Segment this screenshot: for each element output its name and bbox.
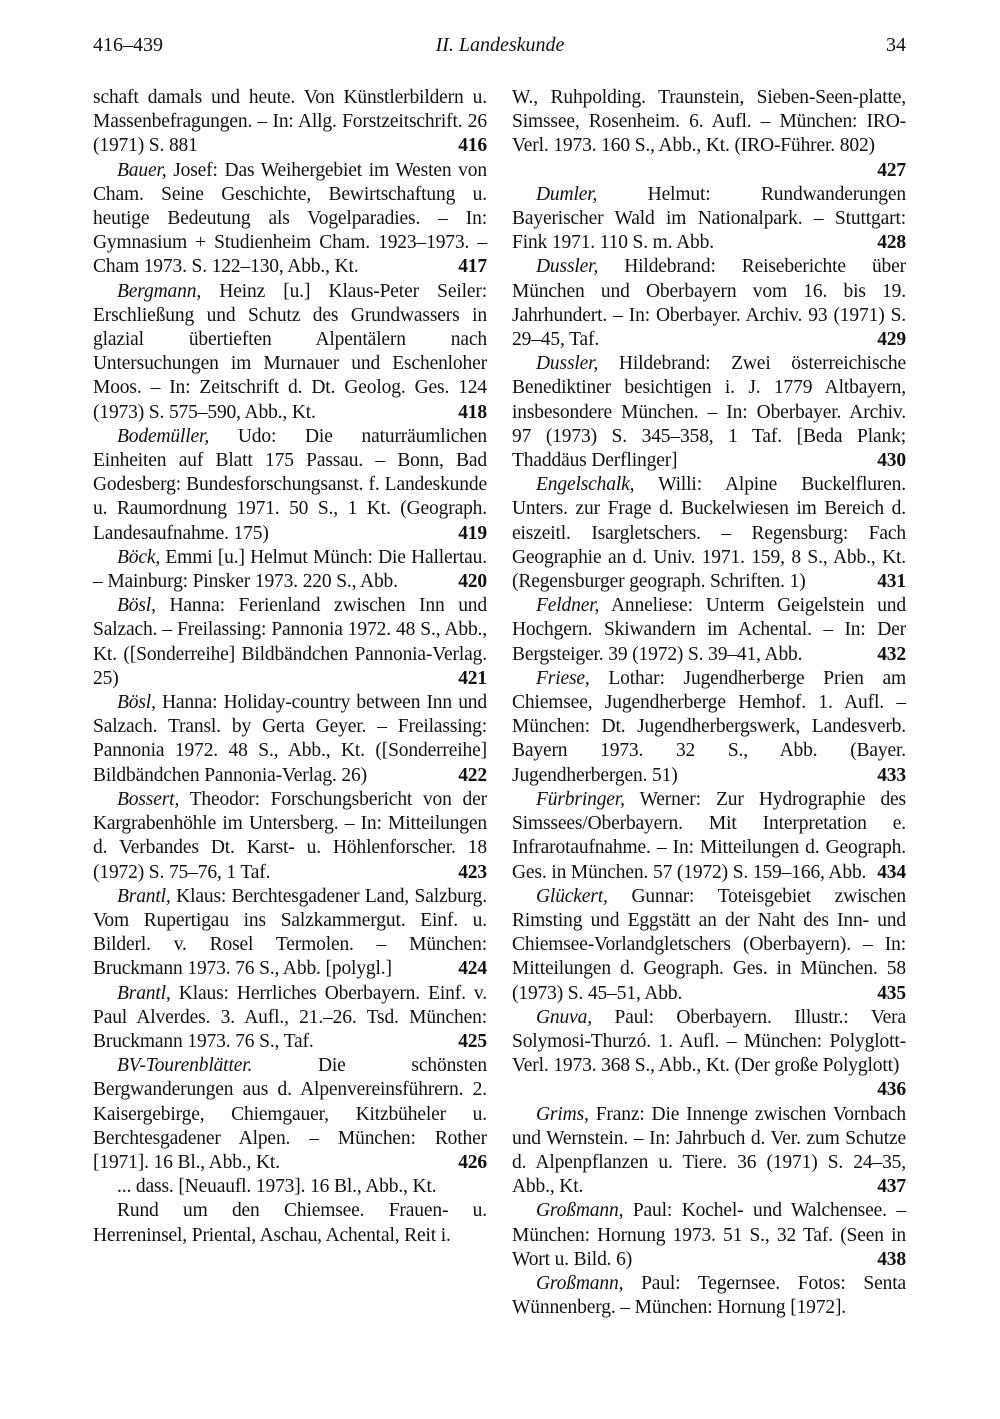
entry-author: Bodemüller, bbox=[117, 425, 210, 447]
entry-number: 433 bbox=[877, 764, 906, 786]
bibliography-entry bbox=[93, 594, 487, 691]
entry-text: schaft damals und heute. Von Künstlerbildern u. Massenbefragungen. – In: Allg. Forstzeitschrift. 26 (1971) S. 881 bbox=[93, 87, 487, 157]
bibliography-entry bbox=[512, 594, 906, 667]
entry-author: Bösl, bbox=[117, 595, 156, 617]
entry-number: 416 bbox=[458, 135, 487, 157]
bibliography-entry bbox=[93, 982, 487, 1055]
bibliography-entry bbox=[93, 280, 487, 425]
entry-number: 417 bbox=[458, 256, 487, 278]
entry-author: Großmann, bbox=[536, 1200, 624, 1222]
section-title: II. Landeskunde bbox=[435, 34, 565, 56]
entry-number: 432 bbox=[877, 643, 906, 665]
entry-author: BV-Tourenblätter. bbox=[117, 1055, 253, 1077]
bibliography-entry bbox=[512, 86, 906, 183]
entry-number: 429 bbox=[877, 329, 906, 351]
entry-text: Theodor: Forschungsbericht von der Kargrabenhöhle im Untersberg. – In: Mitteilungen d. Verbandes Dt. Karst- u. Höhlenforscher. 18 (1972) S. 75–76, 1 Taf. bbox=[93, 788, 487, 883]
entry-number: 426 bbox=[458, 1151, 487, 1173]
entry-text: Klaus: Berchtesgadener Land, Salzburg. Vom Rupertigau ins Salzkammergut. Einf. u. Bilderl. v. Rosel Termolen. – München: Bruckmann 1973. 76 S., Abb. [polygl.] bbox=[93, 885, 487, 980]
entry-text: Emmi [u.] Helmut Münch: Die Hallertau. – Mainburg: Pinsker 1973. 220 S., Abb. bbox=[93, 546, 487, 593]
entry-number: 422 bbox=[458, 764, 487, 786]
entry-text: Klaus: Herrliches Oberbayern. Einf. v. Paul Alverdes. 3. Aufl., 21.–26. Tsd. München: Bruckmann 1973. 76 S., Taf. bbox=[93, 982, 487, 1052]
entry-number: 434 bbox=[877, 861, 906, 883]
entry-text: Helmut: Rundwanderungen Bayerischer Wald im Nationalpark. – Stuttgart: Fink 1971. 110 S. m. Abb. bbox=[512, 183, 906, 254]
bibliography-entry bbox=[93, 1199, 487, 1247]
bibliography-entry bbox=[512, 1103, 906, 1200]
entry-text: Hanna: Holiday-country between Inn und Salzach. Transl. by Gerta Geyer. – Freilassing: Pannonia 1972. 48 S., Abb., Kt. ([Sonderreihe] Bildbändchen Pannonia-Verlag. 26) bbox=[93, 692, 487, 786]
entry-number: 420 bbox=[458, 571, 487, 593]
entry-text: Anneliese: Unterm Geigelstein und Hochgern. Skiwandern im Achental. – In: Der Bergsteiger. 39 (1972) S. 39–41, Abb. bbox=[512, 595, 906, 665]
entry-author: Böck, bbox=[117, 546, 161, 568]
right-column bbox=[512, 86, 906, 1320]
entry-author: Fürbringer, bbox=[536, 788, 625, 810]
entry-author: Brantl, bbox=[117, 982, 171, 1004]
entry-text: Gunnar: Toteisgebiet zwischen Rimsting und Eggstätt an der Naht des Inn- und Chiemsee-Vorlandgletschers (Oberbayern). – In: Mitteilungen d. Geograph. Ges. in München. 58 (1973) S. 45–51, Abb. bbox=[512, 885, 906, 1004]
bibliography-entry bbox=[512, 1199, 906, 1272]
entry-text: Werner: Zur Hydrographie des Simssees/Oberbayern. Mit Interpretation e. Infrarotaufnahme. – In: Mitteilungen d. Geograph. Ges. in München. 57 (1972) S. 159–166, Abb. bbox=[512, 788, 906, 883]
entry-text: Rund um den Chiemsee. Frauen- u. Herreninsel, Priental, Aschau, Achental, Reit i. bbox=[93, 1200, 487, 1246]
entry-text: Franz: Die Innenge zwischen Vornbach und Wernstein. – In: Jahrbuch d. Ver. zum Schutze d. Alpenpflanzen u. Tiere. 36 (1971) S. 24–35, Abb., Kt. bbox=[512, 1103, 906, 1198]
entry-text: Josef: Das Weihergebiet im Westen von Cham. Seine Geschichte, Bewirtschaftung u. heutige Bedeutung als Vogelparadies. – In: Gymnasium + Studienheim Cham. 1923–1973. – Cham 1973. S. 122–130, Abb., Kt. bbox=[93, 159, 487, 278]
entry-author: Bossert, bbox=[117, 788, 180, 810]
entry-number: 423 bbox=[458, 861, 487, 883]
entry-range: 416–439 bbox=[93, 34, 163, 56]
bibliography-entry bbox=[93, 159, 487, 280]
entry-number: 421 bbox=[458, 667, 487, 689]
entry-number: 428 bbox=[877, 232, 906, 254]
entry-author: Friese, bbox=[536, 667, 590, 689]
entry-number: 424 bbox=[458, 958, 487, 980]
bibliography-entry bbox=[512, 667, 906, 788]
bibliography-entry bbox=[512, 352, 906, 473]
bibliography-entry bbox=[512, 183, 906, 256]
entry-text: Paul: Tegernsee. Fotos: Senta Wünnenberg. – München: Hornung [1972]. bbox=[512, 1272, 906, 1319]
entry-text: Die schönsten Bergwanderungen aus d. Alpenvereinsführern. 2. Kaisergebirge, Chiemgauer, Kitzbüheler u. Berchtesgadener Alpen. – München: Rother [1971]. 16 Bl., Abb., Kt. bbox=[93, 1055, 487, 1173]
entry-text: Hildebrand: Zwei österreichische Benediktiner besichtigen i. J. 1779 Altbayern, insbesondere München. – In: Oberbayer. Archiv. 97 (1973) S. 345–358, 1 Taf. [Beda Plank; Thaddäus Derflinger] bbox=[512, 353, 906, 472]
bibliography-entry bbox=[93, 885, 487, 982]
entry-text: Paul: Kochel- und Walchensee. – München: Hornung 1973. 51 S., 32 Taf. (Seen in Wort u. Bild. 6) bbox=[512, 1200, 906, 1270]
bibliography-entry bbox=[93, 1175, 487, 1199]
entry-number: 419 bbox=[458, 522, 487, 544]
bibliography-entry bbox=[512, 885, 906, 1006]
entry-author: Bergmann, bbox=[117, 280, 202, 302]
entry-author: Bauer, bbox=[117, 159, 167, 181]
entry-text: Udo: Die naturräumlichen Einheiten auf Blatt 175 Passau. – Bonn, Bad Godesberg: Bundesforschungsanst. f. Landeskunde u. Raumordnung 1971. 50 S., 1 Kt. (Geograph. Landesaufnahme. 175) bbox=[93, 425, 487, 544]
entry-text: Paul: Oberbayern. Illustr.: Vera Solymosi-Thurzó. 1. Aufl. – München: Polyglott-Verl. 1973. 368 S., Abb., Kt. (Der große Polyglott) bbox=[512, 1006, 906, 1077]
entry-number: 425 bbox=[458, 1030, 487, 1052]
entry-number: 437 bbox=[877, 1176, 906, 1198]
bibliography-entry bbox=[512, 788, 906, 885]
entry-author: Brantl, bbox=[117, 885, 171, 907]
bibliography-entry bbox=[512, 473, 906, 594]
entry-text: ... dass. [Neuaufl. 1973]. 16 Bl., Abb., Kt. bbox=[117, 1176, 437, 1198]
entry-number: 430 bbox=[877, 450, 906, 472]
entry-author: Engelschalk, bbox=[536, 474, 635, 496]
bibliography-entry bbox=[512, 1006, 906, 1103]
entry-author: Gnuva, bbox=[536, 1006, 592, 1028]
entry-number: 435 bbox=[877, 982, 906, 1004]
bibliography-entry bbox=[512, 1272, 906, 1320]
entry-number: 418 bbox=[458, 401, 487, 423]
bibliography-entry bbox=[93, 1054, 487, 1175]
entry-text: Willi: Alpine Buckelfluren. Unters. zur Frage d. Buckelwiesen im Bereich d. eiszeitl. Isargletschers. – Regensburg: Fach Geographie an d. Univ. 1971. 159, 8 S., Abb., Kt. (Regensburger geograph. Schriften. 1) bbox=[512, 474, 906, 593]
entry-author: Dumler, bbox=[536, 183, 598, 205]
entry-text: Heinz [u.] Klaus-Peter Seiler: Erschließung und Schutz des Grundwassers in glazial übertieften Alpentälern nach Untersuchungen im Murnauer und Eschenloher Moos. – In: Zeitschrift d. Dt. Geolog. Ges. 124 (1973) S. 575–590, Abb., Kt. bbox=[93, 280, 487, 423]
entry-text: Hanna: Ferienland zwischen Inn und Salzach. – Freilassing: Pannonia 1972. 48 S., Abb., Kt. ([Sonderreihe] Bildbändchen Pannonia-Verlag. 25) bbox=[93, 595, 487, 689]
bibliography-entry bbox=[93, 425, 487, 546]
page-number: 34 bbox=[886, 34, 906, 56]
entry-number: 427 bbox=[877, 159, 906, 181]
entry-text: W., Ruhpolding. Traunstein, Sieben-Seen-platte, Simssee, Rosenheim. 6. Aufl. – München: IRO-Verl. 1973. 160 S., Abb., Kt. (IRO-Führer. 802) bbox=[512, 87, 906, 157]
entry-author: Grims, bbox=[536, 1103, 589, 1125]
entry-author: Dussler, bbox=[536, 353, 599, 375]
entry-author: Glückert, bbox=[536, 885, 608, 907]
entry-number: 436 bbox=[877, 1079, 906, 1101]
bibliography-entry bbox=[93, 546, 487, 594]
entry-number: 431 bbox=[877, 571, 906, 593]
bibliography-entry bbox=[93, 86, 487, 159]
entry-author: Dussler, bbox=[536, 256, 599, 278]
left-column bbox=[93, 86, 487, 1248]
entry-author: Feldner, bbox=[536, 595, 600, 617]
bibliography-entry bbox=[93, 691, 487, 788]
entry-author: Großmann, bbox=[536, 1272, 624, 1294]
bibliography-entry bbox=[512, 255, 906, 352]
entry-author: Bösl, bbox=[117, 692, 156, 714]
entry-number: 438 bbox=[877, 1248, 906, 1270]
entry-text: Lothar: Jugendherberge Prien am Chiemsee, Jugendherberge Hemhof. 1. Aufl. – München: Dt. Jugendherbergswerk, Landesverb. Bayern 1973. 32 S., Abb. (Bayer. Jugendherbergen. 51) bbox=[512, 667, 906, 786]
entry-text: Hildebrand: Reiseberichte über München und Oberbayern vom 16. bis 19. Jahrhundert. – In: Oberbayer. Archiv. 93 (1971) S. 29–45, Taf. bbox=[512, 256, 906, 351]
bibliography-entry bbox=[93, 788, 487, 885]
